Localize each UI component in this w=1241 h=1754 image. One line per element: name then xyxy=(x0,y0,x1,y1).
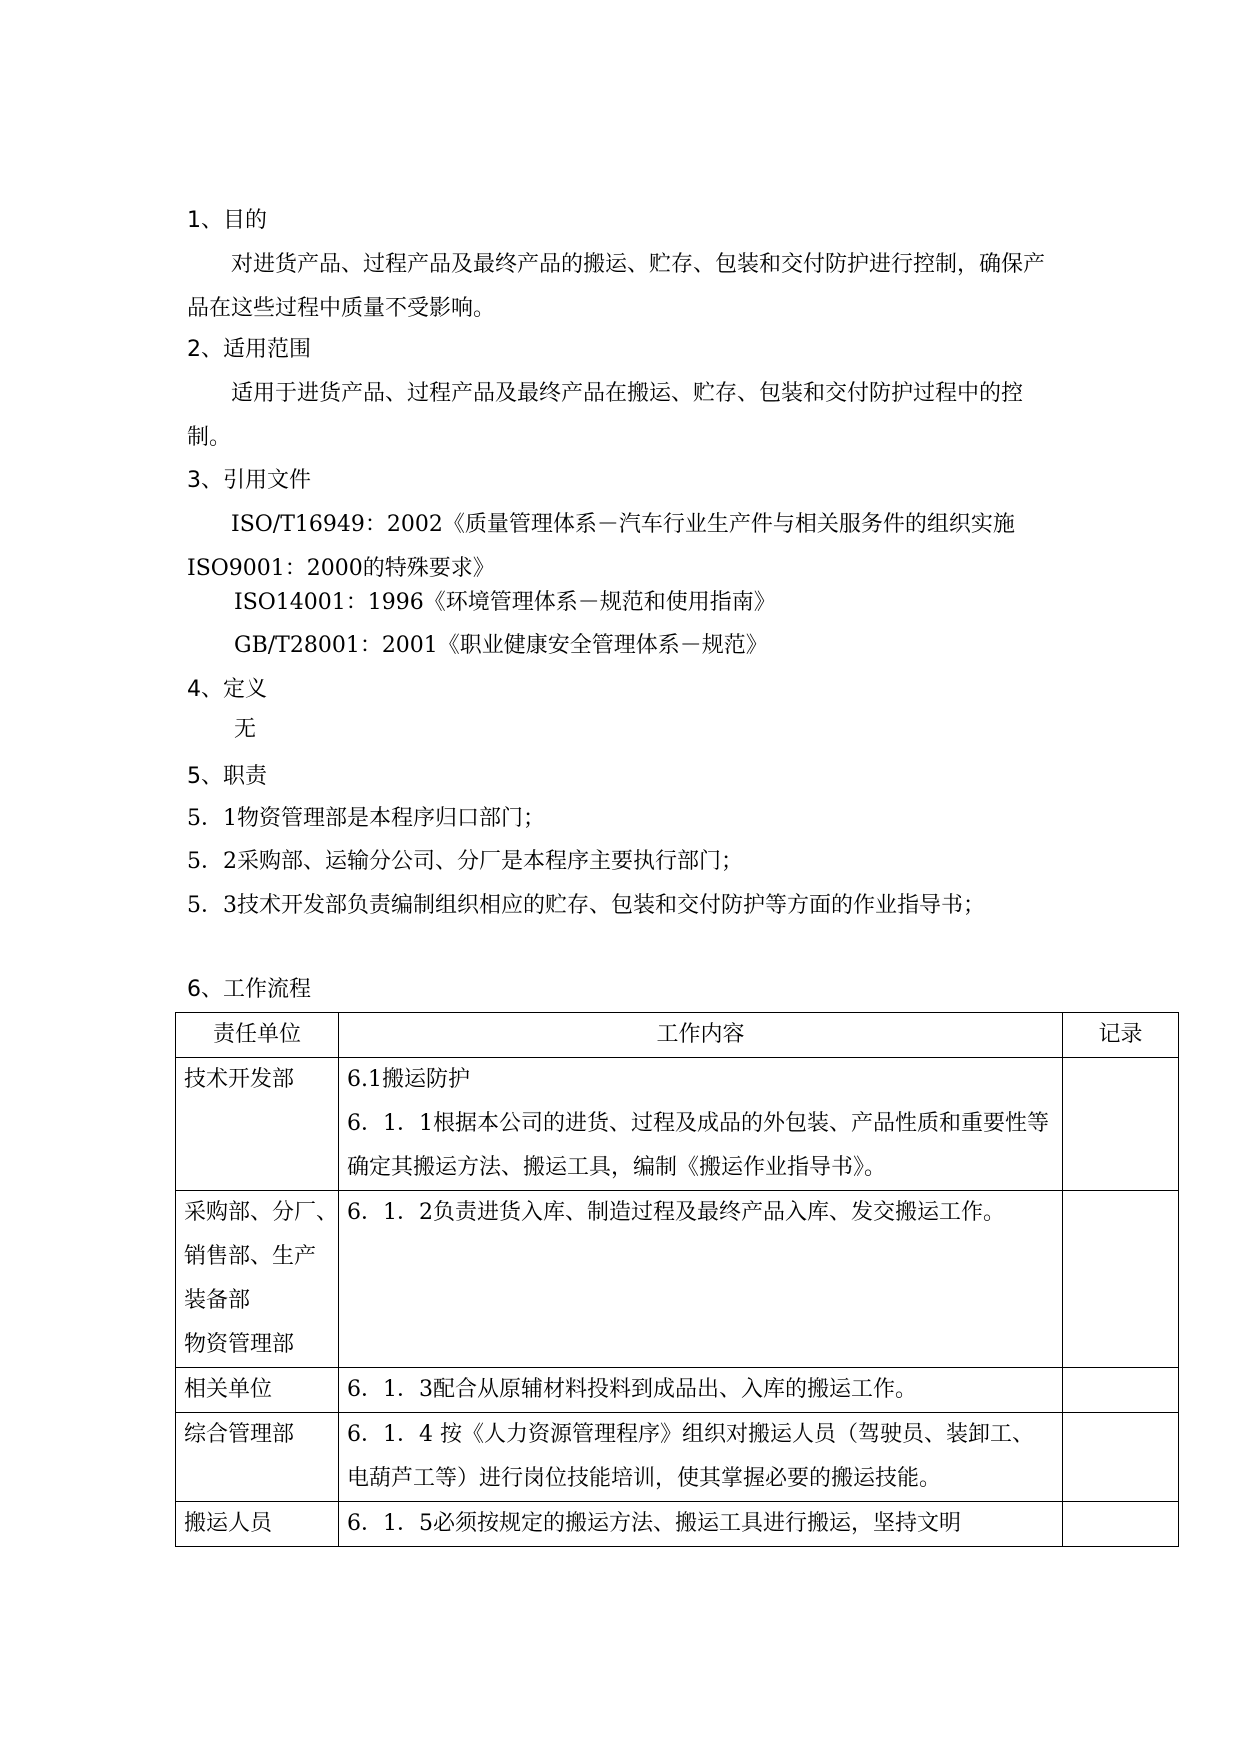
content-cell xyxy=(339,1191,1063,1368)
unit-line: 采购部、分厂、 xyxy=(184,1200,339,1225)
header-record: 记录 xyxy=(1063,1013,1179,1058)
section-2-body: 适用于进货产品、过程产品及最终产品在搬运、贮存、包装和交付防护过程中的控制。 xyxy=(187,381,1024,450)
unit-line: 装备部 xyxy=(184,1288,251,1313)
content-cell xyxy=(339,1502,1063,1547)
section-4-body: 无 xyxy=(234,717,257,742)
content-line: 6．1．2负责进货入库、制造过程及最终产品入库、发交搬运工作。 xyxy=(347,1200,1006,1225)
section-1-heading: 1、目的 xyxy=(187,208,267,233)
table-row xyxy=(176,1058,1179,1191)
header-content: 工作内容 xyxy=(339,1013,1063,1058)
record-cell xyxy=(1063,1413,1179,1502)
unit-line: 技术开发部 xyxy=(184,1067,295,1092)
header-unit: 责任单位 xyxy=(176,1013,339,1058)
content-cell xyxy=(339,1413,1063,1502)
record-cell xyxy=(1063,1502,1179,1547)
section-6-heading: 6、工作流程 xyxy=(187,977,311,1002)
content-line: 6．1．4 按《人力资源管理程序》组织对搬运人员（驾驶员、装卸工、电葫芦工等）进行岗位技能培训，使其掌握必要的搬运技能。 xyxy=(347,1422,1035,1491)
content-cell xyxy=(339,1368,1063,1413)
section-5-heading: 5、职责 xyxy=(187,764,267,789)
section-1-body: 对进货产品、过程产品及最终产品的搬运、贮存、包装和交付防护进行控制，确保产品在这些过程中质量不受影响。 xyxy=(187,252,1046,321)
reference-1: ISO/T16949：2002《质量管理体系－汽车行业生产件与相关服务件的组织实施ISO9001：2000的特殊要求》 xyxy=(187,512,1015,581)
content-line: 6．1．3配合从原辅材料投料到成品出、入库的搬运工作。 xyxy=(347,1377,918,1402)
unit-cell xyxy=(176,1502,339,1547)
unit-line: 搬运人员 xyxy=(184,1511,273,1536)
workflow-table xyxy=(175,1012,1179,1547)
section-3-heading: 3、引用文件 xyxy=(187,468,311,493)
table-row xyxy=(176,1502,1179,1547)
unit-line: 综合管理部 xyxy=(184,1422,295,1447)
content-cell xyxy=(339,1058,1063,1191)
table-row xyxy=(176,1413,1179,1502)
section-2-heading: 2、适用范围 xyxy=(187,337,311,362)
content-line: 6.1搬运防护 xyxy=(347,1067,471,1092)
unit-cell xyxy=(176,1368,339,1413)
record-cell xyxy=(1063,1368,1179,1413)
unit-line: 销售部、生产 xyxy=(184,1244,317,1269)
unit-line: 物资管理部 xyxy=(184,1332,295,1357)
table-row xyxy=(176,1191,1179,1368)
record-cell xyxy=(1063,1191,1179,1368)
responsibility-item-2: 5．2采购部、运输分公司、分厂是本程序主要执行部门； xyxy=(187,849,743,874)
unit-line: 相关单位 xyxy=(184,1377,273,1402)
responsibility-item-1: 5．1物资管理部是本程序归口部门； xyxy=(187,806,545,831)
reference-2: ISO14001：1996《环境管理体系－规范和使用指南》 xyxy=(234,590,776,615)
table-row xyxy=(176,1368,1179,1413)
table-header-row xyxy=(176,1013,1179,1058)
unit-cell xyxy=(176,1058,339,1191)
content-line: 6．1．5必须按规定的搬运方法、搬运工具进行搬运，坚持文明 xyxy=(347,1511,962,1536)
unit-cell xyxy=(176,1191,339,1368)
reference-3: GB/T28001：2001《职业健康安全管理体系－规范》 xyxy=(234,633,768,658)
section-4-heading: 4、定义 xyxy=(187,677,267,702)
unit-cell xyxy=(176,1413,339,1502)
record-cell xyxy=(1063,1058,1179,1191)
content-line: 6．1．1根据本公司的进货、过程及成品的外包装、产品性质和重要性等确定其搬运方法、搬运工具，编制《搬运作业指导书》。 xyxy=(347,1111,1050,1180)
responsibility-item-3: 5．3技术开发部负责编制组织相应的贮存、包装和交付防护等方面的作业指导书； xyxy=(187,893,985,918)
